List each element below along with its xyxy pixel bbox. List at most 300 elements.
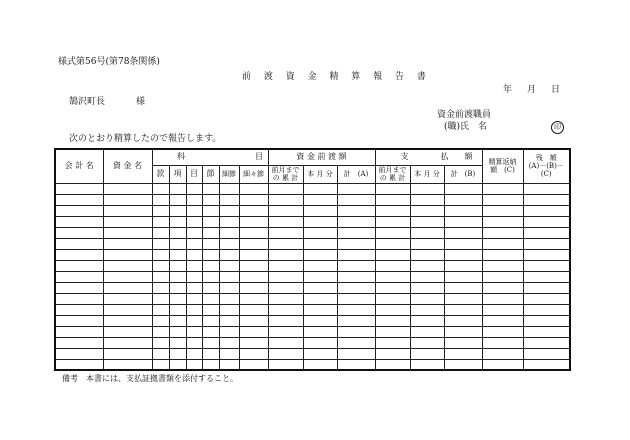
table-cell[interactable] (103, 249, 152, 260)
table-cell[interactable] (268, 315, 303, 326)
table-cell[interactable] (303, 183, 337, 194)
table-cell[interactable] (169, 271, 186, 282)
table-cell[interactable] (410, 337, 444, 348)
table-cell[interactable] (169, 216, 186, 227)
table-cell[interactable] (303, 337, 337, 348)
table-cell[interactable] (169, 282, 186, 293)
table-cell[interactable] (303, 227, 337, 238)
table-cell[interactable] (55, 293, 103, 304)
header-setsu: 節 (202, 165, 219, 183)
date-day-label: 日 (551, 85, 561, 95)
table-cell[interactable] (239, 205, 268, 216)
table-cell[interactable] (186, 183, 202, 194)
table-cell[interactable] (186, 194, 202, 205)
table-cell[interactable] (55, 194, 103, 205)
header-kamoku (152, 149, 268, 165)
table-cell[interactable] (239, 282, 268, 293)
table-cell[interactable] (337, 227, 375, 238)
table-cell[interactable] (169, 183, 186, 194)
table-cell[interactable] (337, 249, 375, 260)
table-cell[interactable] (482, 183, 523, 194)
table-cell[interactable] (239, 326, 268, 337)
table-cell[interactable] (523, 271, 570, 282)
table-cell[interactable] (239, 249, 268, 260)
table-cell[interactable] (410, 326, 444, 337)
table-cell[interactable] (337, 271, 375, 282)
note-text: 備考 本書には、支払証拠書類を添付すること。 (62, 374, 238, 383)
table-cell[interactable] (303, 326, 337, 337)
table-cell[interactable] (337, 348, 375, 359)
table-cell[interactable] (239, 359, 268, 370)
table-cell[interactable] (219, 326, 239, 337)
table-cell[interactable] (444, 249, 482, 260)
table-cell[interactable] (337, 315, 375, 326)
table-cell[interactable] (152, 348, 169, 359)
table-cell[interactable] (444, 205, 482, 216)
table-cell[interactable] (152, 216, 169, 227)
table-cell[interactable] (55, 183, 103, 194)
table-cell[interactable] (410, 282, 444, 293)
table-cell[interactable] (219, 282, 239, 293)
table-cell[interactable] (337, 304, 375, 315)
table-cell[interactable] (337, 359, 375, 370)
table-cell[interactable] (186, 260, 202, 271)
table-cell[interactable] (186, 326, 202, 337)
table-cell[interactable] (268, 337, 303, 348)
table-cell[interactable] (219, 304, 239, 315)
table-cell[interactable] (444, 238, 482, 249)
table-cell[interactable] (152, 304, 169, 315)
table-cell[interactable] (169, 337, 186, 348)
table-cell[interactable] (523, 238, 570, 249)
table-cell[interactable] (444, 194, 482, 205)
table-cell[interactable] (219, 227, 239, 238)
header-kamoku-left: 科 (177, 152, 185, 162)
table-cell[interactable] (169, 205, 186, 216)
table-cell[interactable] (410, 293, 444, 304)
table-cell[interactable] (337, 293, 375, 304)
table-cell[interactable] (103, 315, 152, 326)
table-cell[interactable] (482, 326, 523, 337)
table-cell[interactable] (186, 238, 202, 249)
table-cell[interactable] (444, 216, 482, 227)
table-cell[interactable] (239, 227, 268, 238)
table-cell[interactable] (219, 205, 239, 216)
table-cell[interactable] (303, 304, 337, 315)
table-row (55, 205, 570, 216)
table-cell[interactable] (482, 238, 523, 249)
table-cell[interactable] (186, 315, 202, 326)
table-row (55, 249, 570, 260)
table-cell[interactable] (410, 249, 444, 260)
table-cell[interactable] (202, 293, 219, 304)
table-cell[interactable] (152, 359, 169, 370)
table-cell[interactable] (337, 260, 375, 271)
table-cell[interactable] (202, 227, 219, 238)
table-cell[interactable] (337, 326, 375, 337)
table-cell[interactable] (303, 282, 337, 293)
table-cell[interactable] (410, 205, 444, 216)
table-cell[interactable] (239, 315, 268, 326)
table-cell[interactable] (482, 216, 523, 227)
table-cell[interactable] (410, 216, 444, 227)
table-cell[interactable] (202, 194, 219, 205)
table-cell[interactable] (375, 326, 410, 337)
table-cell[interactable] (268, 205, 303, 216)
table-cell[interactable] (239, 260, 268, 271)
table-cell[interactable] (444, 293, 482, 304)
table-cell[interactable] (239, 216, 268, 227)
table-cell[interactable] (152, 326, 169, 337)
table-cell[interactable] (444, 337, 482, 348)
table-cell[interactable] (103, 216, 152, 227)
table-cell[interactable] (482, 304, 523, 315)
table-cell[interactable] (55, 326, 103, 337)
table-cell[interactable] (219, 249, 239, 260)
table-cell[interactable] (410, 359, 444, 370)
table-cell[interactable] (482, 359, 523, 370)
table-cell[interactable] (410, 348, 444, 359)
table-cell[interactable] (103, 227, 152, 238)
table-cell[interactable] (303, 315, 337, 326)
table-cell[interactable] (186, 337, 202, 348)
table-cell[interactable] (523, 337, 570, 348)
table-cell[interactable] (375, 205, 410, 216)
table-cell[interactable] (523, 293, 570, 304)
table-cell[interactable] (202, 359, 219, 370)
table-cell[interactable] (303, 359, 337, 370)
table-cell[interactable] (103, 282, 152, 293)
table-cell[interactable] (186, 348, 202, 359)
table-cell[interactable] (186, 271, 202, 282)
table-cell[interactable] (169, 238, 186, 249)
table-cell[interactable] (375, 183, 410, 194)
table-cell[interactable] (268, 293, 303, 304)
header-balance: 残 額 (A)－(B)－ (C) (523, 149, 570, 183)
table-row (55, 194, 570, 205)
table-cell[interactable] (482, 227, 523, 238)
table-cell[interactable] (103, 348, 152, 359)
table-cell[interactable] (169, 326, 186, 337)
table-cell[interactable] (152, 282, 169, 293)
table-cell[interactable] (186, 205, 202, 216)
table-cell[interactable] (482, 337, 523, 348)
table-cell[interactable] (444, 183, 482, 194)
table-cell[interactable] (523, 216, 570, 227)
table-cell[interactable] (103, 337, 152, 348)
table-cell[interactable] (410, 183, 444, 194)
table-cell[interactable] (55, 227, 103, 238)
table-cell[interactable] (219, 359, 239, 370)
table-cell[interactable] (103, 326, 152, 337)
table-cell[interactable] (303, 194, 337, 205)
table-cell[interactable] (152, 205, 169, 216)
table-cell[interactable] (303, 348, 337, 359)
table-cell[interactable] (103, 183, 152, 194)
table-cell[interactable] (482, 260, 523, 271)
table-cell[interactable] (103, 271, 152, 282)
table-cell[interactable] (375, 227, 410, 238)
header-kan: 款 (152, 165, 169, 183)
table-cell[interactable] (202, 260, 219, 271)
table-cell[interactable] (523, 326, 570, 337)
table-cell[interactable] (219, 348, 239, 359)
table-cell[interactable] (219, 183, 239, 194)
table-row (55, 260, 570, 271)
table-cell[interactable] (268, 227, 303, 238)
table-cell[interactable] (219, 293, 239, 304)
table-cell[interactable] (303, 216, 337, 227)
table-cell[interactable] (482, 249, 523, 260)
table-cell[interactable] (410, 271, 444, 282)
table-cell[interactable] (239, 194, 268, 205)
table-cell[interactable] (103, 359, 152, 370)
table-cell[interactable] (152, 271, 169, 282)
table-cell[interactable] (375, 260, 410, 271)
table-cell[interactable] (152, 227, 169, 238)
table-cell[interactable] (219, 194, 239, 205)
table-cell[interactable] (375, 216, 410, 227)
table-cell[interactable] (55, 205, 103, 216)
table-cell[interactable] (202, 238, 219, 249)
table-cell[interactable] (152, 238, 169, 249)
table-cell[interactable] (202, 249, 219, 260)
table-cell[interactable] (444, 348, 482, 359)
table-cell[interactable] (410, 304, 444, 315)
table-cell[interactable] (375, 238, 410, 249)
table-cell[interactable] (239, 337, 268, 348)
table-cell[interactable] (219, 238, 239, 249)
table-cell[interactable] (186, 216, 202, 227)
addressee-name: 鵠沢町長 (69, 97, 106, 107)
table-cell[interactable] (103, 293, 152, 304)
table-cell[interactable] (186, 249, 202, 260)
table-cell[interactable] (219, 315, 239, 326)
table-cell[interactable] (152, 337, 169, 348)
table-cell[interactable] (152, 183, 169, 194)
table-row (55, 359, 570, 370)
table-cell[interactable] (375, 282, 410, 293)
table-cell[interactable] (186, 227, 202, 238)
table-cell[interactable] (55, 304, 103, 315)
table-cell[interactable] (268, 249, 303, 260)
date-month-label: 月 (527, 85, 537, 95)
table-cell[interactable] (202, 183, 219, 194)
table-cell[interactable] (444, 359, 482, 370)
table-cell[interactable] (186, 359, 202, 370)
header-pay-prev: 前月まで の 累 計 (375, 165, 410, 183)
table-cell[interactable] (523, 183, 570, 194)
table-cell[interactable] (337, 282, 375, 293)
table-cell[interactable] (169, 359, 186, 370)
table-cell[interactable] (337, 216, 375, 227)
table-cell[interactable] (239, 348, 268, 359)
table-cell[interactable] (219, 337, 239, 348)
table-cell[interactable] (303, 238, 337, 249)
table-cell[interactable] (523, 260, 570, 271)
table-cell[interactable] (152, 249, 169, 260)
table-cell[interactable] (444, 304, 482, 315)
table-cell[interactable] (482, 315, 523, 326)
table-cell[interactable] (202, 304, 219, 315)
table-cell[interactable] (444, 326, 482, 337)
table-cell[interactable] (482, 271, 523, 282)
table-cell[interactable] (444, 260, 482, 271)
table-cell[interactable] (444, 315, 482, 326)
table-cell[interactable] (303, 249, 337, 260)
table-cell[interactable] (375, 249, 410, 260)
table-cell[interactable] (186, 293, 202, 304)
table-cell[interactable] (303, 260, 337, 271)
table-cell[interactable] (55, 271, 103, 282)
table-cell[interactable] (523, 304, 570, 315)
table-cell[interactable] (169, 348, 186, 359)
table-cell[interactable] (523, 227, 570, 238)
table-cell[interactable] (523, 205, 570, 216)
table-cell[interactable] (202, 216, 219, 227)
table-cell[interactable] (103, 238, 152, 249)
table-cell[interactable] (444, 271, 482, 282)
table-cell[interactable] (202, 271, 219, 282)
table-cell[interactable] (268, 348, 303, 359)
header-advance-total: 計 (A) (337, 165, 375, 183)
table-cell[interactable] (169, 293, 186, 304)
header-refund: 精算返納 額 (C) (482, 149, 523, 183)
table-cell[interactable] (268, 282, 303, 293)
table-cell[interactable] (410, 260, 444, 271)
table-cell[interactable] (169, 260, 186, 271)
table-cell[interactable] (303, 205, 337, 216)
table-cell[interactable] (152, 293, 169, 304)
table-cell[interactable] (169, 227, 186, 238)
table-cell[interactable] (202, 337, 219, 348)
table-row (55, 227, 570, 238)
header-kamoku-right: 目 (255, 152, 263, 162)
table-cell[interactable] (482, 282, 523, 293)
table-cell[interactable] (375, 293, 410, 304)
table-cell[interactable] (169, 249, 186, 260)
table-cell[interactable] (169, 304, 186, 315)
table-cell[interactable] (202, 315, 219, 326)
table-cell[interactable] (268, 359, 303, 370)
table-cell[interactable] (410, 315, 444, 326)
table-cell[interactable] (268, 260, 303, 271)
table-cell[interactable] (152, 315, 169, 326)
table-cell[interactable] (375, 348, 410, 359)
header-pay-mid: 払 (440, 152, 449, 162)
table-cell[interactable] (303, 271, 337, 282)
table-cell[interactable] (239, 293, 268, 304)
table-cell[interactable] (202, 326, 219, 337)
table-cell[interactable] (303, 293, 337, 304)
table-cell[interactable] (55, 249, 103, 260)
table-cell[interactable] (268, 326, 303, 337)
table-cell[interactable] (482, 194, 523, 205)
table-cell[interactable] (337, 238, 375, 249)
table-cell[interactable] (202, 348, 219, 359)
table-cell[interactable] (202, 282, 219, 293)
table-cell[interactable] (375, 304, 410, 315)
table-cell[interactable] (337, 205, 375, 216)
table-cell[interactable] (55, 238, 103, 249)
table-cell[interactable] (375, 194, 410, 205)
table-cell[interactable] (103, 260, 152, 271)
table-cell[interactable] (410, 238, 444, 249)
table-cell[interactable] (523, 282, 570, 293)
table-cell[interactable] (268, 216, 303, 227)
table-cell[interactable] (268, 194, 303, 205)
table-cell[interactable] (410, 194, 444, 205)
table-cell[interactable] (169, 315, 186, 326)
table-cell[interactable] (375, 315, 410, 326)
table-row (55, 348, 570, 359)
table-cell[interactable] (55, 337, 103, 348)
table-cell[interactable] (55, 260, 103, 271)
header-moku: 目 (186, 165, 202, 183)
table-cell[interactable] (239, 238, 268, 249)
table-cell[interactable] (219, 260, 239, 271)
table-cell[interactable] (337, 337, 375, 348)
table-cell[interactable] (444, 227, 482, 238)
table-cell[interactable] (169, 194, 186, 205)
table-cell[interactable] (186, 282, 202, 293)
table-cell[interactable] (337, 194, 375, 205)
table-cell[interactable] (103, 205, 152, 216)
table-cell[interactable] (55, 348, 103, 359)
table-cell[interactable] (523, 194, 570, 205)
table-cell[interactable] (55, 315, 103, 326)
table-cell[interactable] (202, 205, 219, 216)
table-cell[interactable] (239, 183, 268, 194)
table-cell[interactable] (482, 293, 523, 304)
table-row (55, 183, 570, 194)
table-cell[interactable] (268, 271, 303, 282)
table-cell[interactable] (482, 348, 523, 359)
table-cell[interactable] (375, 359, 410, 370)
table-cell[interactable] (219, 271, 239, 282)
table-cell[interactable] (523, 359, 570, 370)
settlement-table (54, 148, 571, 371)
table-cell[interactable] (152, 194, 169, 205)
table-row (55, 337, 570, 348)
table-cell[interactable] (337, 183, 375, 194)
table-cell[interactable] (55, 216, 103, 227)
table-cell[interactable] (523, 315, 570, 326)
table-cell[interactable] (375, 271, 410, 282)
table-cell[interactable] (523, 249, 570, 260)
table-cell[interactable] (103, 304, 152, 315)
table-cell[interactable] (523, 348, 570, 359)
table-cell[interactable] (186, 304, 202, 315)
table-cell[interactable] (410, 227, 444, 238)
table-cell[interactable] (268, 304, 303, 315)
intro-text: 次のとおり精算したので報告します。 (69, 134, 222, 144)
header-pay-right: 額 (464, 152, 473, 162)
table-cell[interactable] (103, 194, 152, 205)
table-cell[interactable] (152, 260, 169, 271)
table-cell[interactable] (375, 337, 410, 348)
table-cell[interactable] (444, 282, 482, 293)
table-cell[interactable] (219, 216, 239, 227)
table-cell[interactable] (268, 183, 303, 194)
table-row (55, 216, 570, 227)
table-cell[interactable] (482, 205, 523, 216)
table-cell[interactable] (239, 304, 268, 315)
table-cell[interactable] (268, 238, 303, 249)
table-cell[interactable] (55, 282, 103, 293)
table-cell[interactable] (239, 271, 268, 282)
table-cell[interactable] (55, 359, 103, 370)
